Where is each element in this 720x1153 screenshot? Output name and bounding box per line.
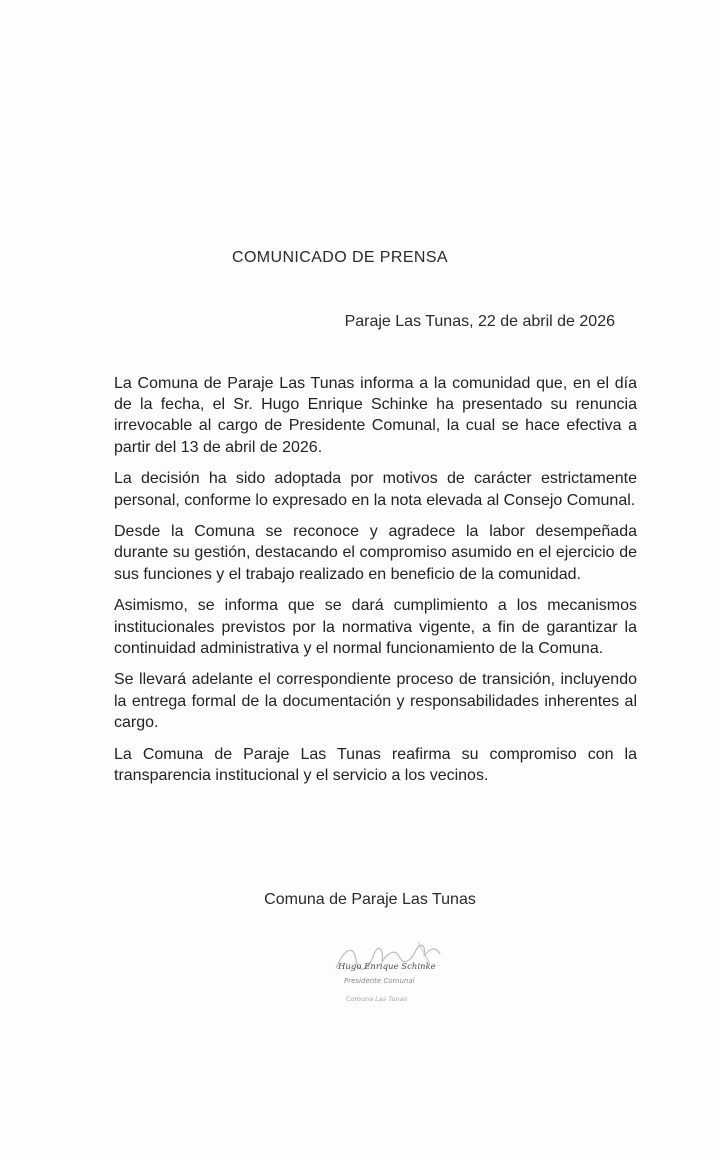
signature-scribble <box>326 938 456 978</box>
document-title: COMUNICADO DE PRENSA <box>231 249 449 266</box>
document-body <box>114 373 637 796</box>
paragraph: Desde la Comuna se reconoce y agradece la labor desempeñada durante su gestión, destacando el compromiso asumido en el ejercicio de sus funciones y el trabajo realizado en beneficio de la comunidad. <box>114 523 637 583</box>
paragraph: La Comuna de Paraje Las Tunas reafirma su compromiso con la transparencia institucional y el servicio a los vecinos. <box>114 745 637 784</box>
closing-line: Comuna de Paraje Las Tunas <box>264 891 476 908</box>
dateline: Paraje Las Tunas, 22 de abril de 2026 <box>344 313 615 330</box>
paragraph: La Comuna de Paraje Las Tunas informa a la comunidad que, en el día de la fecha, el Sr. Hugo Enrique Schinke ha presentado su renuncia irrevocable al cargo de Presidente Comunal, la cual se hace efectiva a partir del 13 de abril de 2026. <box>114 375 637 456</box>
paragraph: Asimismo, se informa que se dará cumplimiento a los mecanismos institucionales previstos por la normativa vigente, a fin de garantizar la continuidad administrativa y el normal funcionamiento de la Comuna. <box>114 597 637 657</box>
paragraph: Se llevará adelante el correspondiente proceso de transición, incluyendo la entrega formal de la documentación y responsabilidades inherentes al cargo. <box>114 671 637 731</box>
signature-organization: Comuna Las Tunas <box>346 995 408 1003</box>
signature-block <box>326 938 456 1018</box>
paragraph: La decisión ha sido adoptada por motivos de carácter estrictamente personal, conforme lo expresado en la nota elevada al Consejo Comunal. <box>114 470 637 509</box>
signature-role: Presidente Comunal <box>344 977 415 985</box>
signature-name: Hugo Enrique Schinke <box>338 962 436 972</box>
